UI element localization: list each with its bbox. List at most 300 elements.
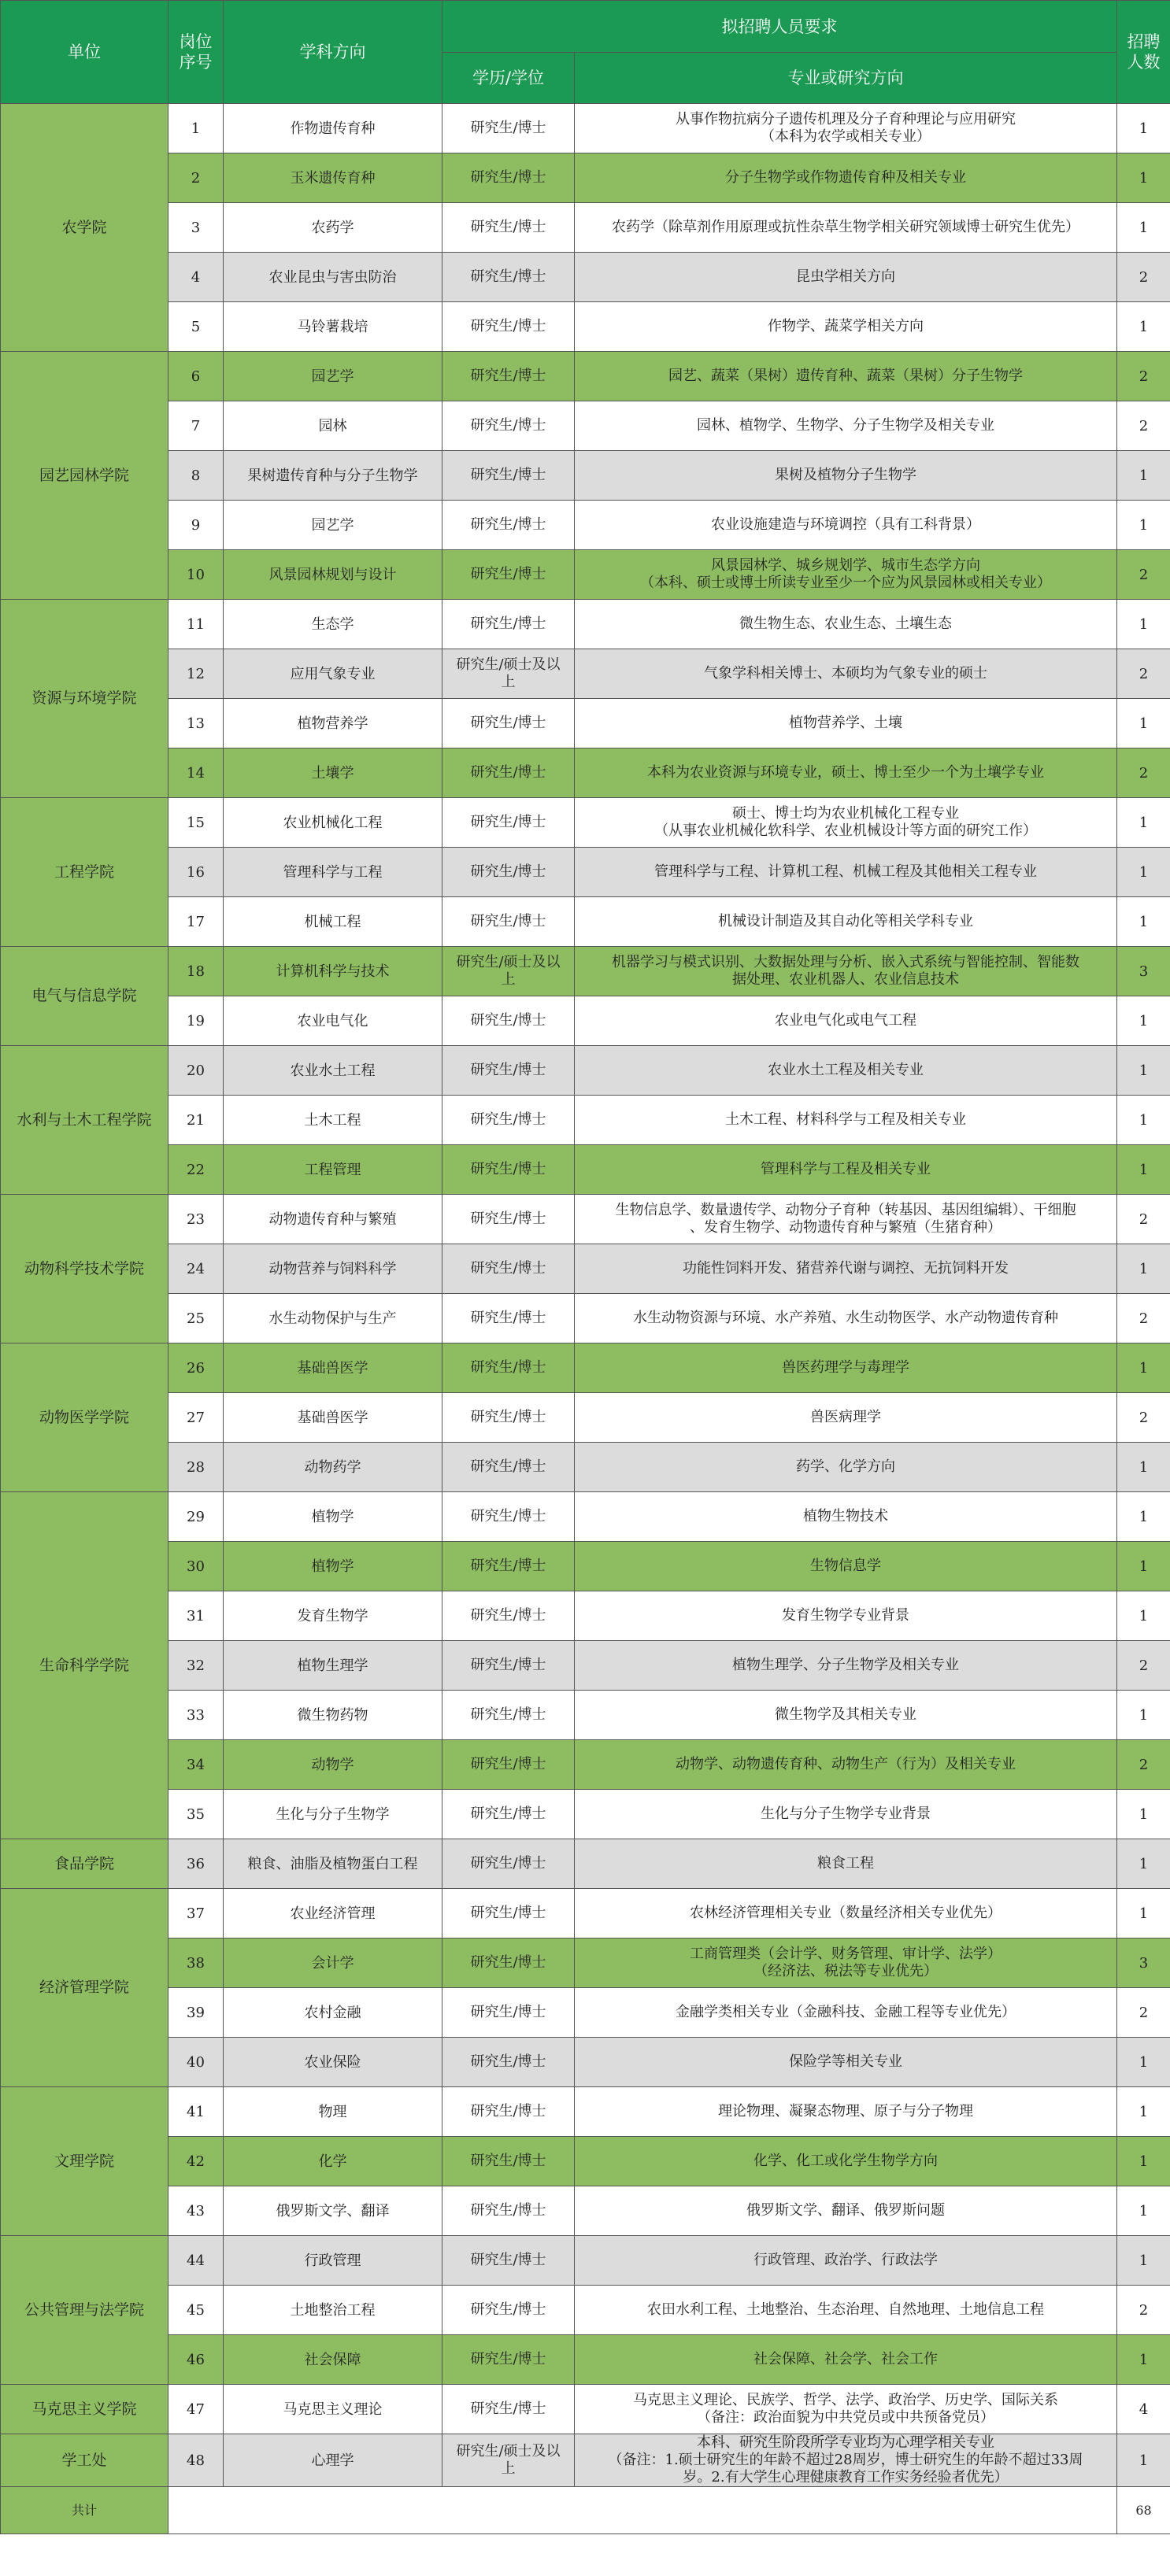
count-cell: 4 [1117,2385,1170,2434]
count-cell: 1 [1117,1046,1170,1096]
count-cell: 1 [1117,203,1170,253]
education-cell: 研究生/博士 [442,897,575,947]
unit-cell: 园艺园林学院 [1,352,168,600]
subject-cell: 发育生物学 [224,1591,442,1641]
education-cell: 研究生/博士 [442,2335,575,2385]
education-cell: 研究生/博士 [442,1691,575,1740]
header-unit: 单位 [1,1,168,104]
count-cell: 1 [1117,600,1170,649]
table-row [1,848,1170,897]
post-no-cell: 3 [168,203,224,253]
count-cell: 1 [1117,1839,1170,1889]
count-cell: 1 [1117,2038,1170,2087]
count-cell: 2 [1117,1393,1170,1443]
post-no-cell: 42 [168,2137,224,2186]
subject-cell: 农业机械化工程 [224,798,442,848]
unit-cell: 工程学院 [1,798,168,947]
count-cell: 1 [1117,1343,1170,1393]
subject-cell: 工程管理 [224,1145,442,1195]
subject-cell: 农业水土工程 [224,1046,442,1096]
education-cell: 研究生/博士 [442,1492,575,1542]
post-no-cell: 4 [168,253,224,302]
unit-cell: 马克思主义学院 [1,2385,168,2434]
education-cell: 研究生/硕士及以 上 [442,2434,575,2487]
education-cell: 研究生/博士 [442,1294,575,1343]
subject-cell: 动物营养与饲料科学 [224,1244,442,1294]
table-row [1,1889,1170,1938]
major-cell: 微生物学及其相关专业 [575,1691,1117,1740]
major-cell: 粮食工程 [575,1839,1117,1889]
major-cell: 土木工程、材料科学与工程及相关专业 [575,1096,1117,1145]
major-cell: 农业水土工程及相关专业 [575,1046,1117,1096]
post-no-cell: 46 [168,2335,224,2385]
table-row [1,1145,1170,1195]
post-no-cell: 1 [168,104,224,153]
education-cell: 研究生/硕士及以 上 [442,947,575,996]
unit-cell: 公共管理与法学院 [1,2236,168,2385]
major-cell: 兽医药理学与毒理学 [575,1343,1117,1393]
major-cell: 农林经济管理相关专业（数量经济相关专业优先） [575,1889,1117,1938]
major-cell: 植物生理学、分子生物学及相关专业 [575,1641,1117,1691]
post-no-cell: 48 [168,2434,224,2487]
post-no-cell: 2 [168,153,224,203]
education-cell: 研究生/博士 [442,2236,575,2286]
count-cell: 1 [1117,153,1170,203]
education-cell: 研究生/博士 [442,401,575,451]
post-no-cell: 26 [168,1343,224,1393]
subject-cell: 物理 [224,2087,442,2137]
unit-cell: 生命科学学院 [1,1492,168,1839]
subject-cell: 农药学 [224,203,442,253]
education-cell: 研究生/博士 [442,2038,575,2087]
education-cell: 研究生/博士 [442,2137,575,2186]
table-header [1,1,1170,104]
subject-cell: 风景园林规划与设计 [224,550,442,600]
table-row [1,2385,1170,2434]
count-cell: 1 [1117,996,1170,1046]
subject-cell: 植物学 [224,1492,442,1542]
subject-cell: 基础兽医学 [224,1343,442,1393]
table-row [1,302,1170,352]
count-cell: 1 [1117,1790,1170,1839]
post-no-cell: 22 [168,1145,224,1195]
subject-cell: 动物药学 [224,1443,442,1492]
table-row [1,451,1170,501]
major-cell: 植物营养学、土壤 [575,699,1117,748]
major-cell: 发育生物学专业背景 [575,1591,1117,1641]
unit-cell: 农学院 [1,104,168,352]
unit-cell: 资源与环境学院 [1,600,168,798]
post-no-cell: 32 [168,1641,224,1691]
major-cell: 农田水利工程、土地整治、生态治理、自然地理、土地信息工程 [575,2286,1117,2335]
table-row [1,352,1170,401]
major-cell: 风景园林学、城乡规划学、城市生态学方向 （本科、硕士或博士所读专业至少一个应为风景园林或相关专业） [575,550,1117,600]
table-row [1,2286,1170,2335]
table-row [1,153,1170,203]
education-cell: 研究生/博士 [442,352,575,401]
education-cell: 研究生/博士 [442,1790,575,1839]
subject-cell: 管理科学与工程 [224,848,442,897]
count-cell: 2 [1117,1988,1170,2038]
education-cell: 研究生/博士 [442,1591,575,1641]
table-row [1,253,1170,302]
count-cell: 1 [1117,501,1170,550]
education-cell: 研究生/博士 [442,302,575,352]
post-no-cell: 44 [168,2236,224,2286]
post-no-cell: 14 [168,748,224,798]
post-no-cell: 43 [168,2186,224,2236]
count-cell: 2 [1117,253,1170,302]
post-no-cell: 40 [168,2038,224,2087]
header-count: 招聘 人数 [1117,1,1170,104]
total-row [1,2487,1170,2534]
major-cell: 农业设施建造与环境调控（具有工科背景） [575,501,1117,550]
subject-cell: 园林 [224,401,442,451]
subject-cell: 土地整治工程 [224,2286,442,2335]
major-cell: 昆虫学相关方向 [575,253,1117,302]
major-cell: 兽医病理学 [575,1393,1117,1443]
major-cell: 水生动物资源与环境、水产养殖、水生动物医学、水产动物遗传育种 [575,1294,1117,1343]
count-cell: 1 [1117,1096,1170,1145]
subject-cell: 果树遗传育种与分子生物学 [224,451,442,501]
post-no-cell: 21 [168,1096,224,1145]
post-no-cell: 8 [168,451,224,501]
major-cell: 机械设计制造及其自动化等相关学科专业 [575,897,1117,947]
table-row [1,1393,1170,1443]
post-no-cell: 45 [168,2286,224,2335]
post-no-cell: 47 [168,2385,224,2434]
major-cell: 分子生物学或作物遗传育种及相关专业 [575,153,1117,203]
post-no-cell: 29 [168,1492,224,1542]
major-cell: 果树及植物分子生物学 [575,451,1117,501]
count-cell: 1 [1117,2434,1170,2487]
major-cell: 硕士、博士均为农业机械化工程专业 （从事农业机械化软科学、农业机械设计等方面的研究工作） [575,798,1117,848]
post-no-cell: 5 [168,302,224,352]
education-cell: 研究生/博士 [442,1889,575,1938]
education-cell: 研究生/博士 [442,550,575,600]
header-post-no: 岗位 序号 [168,1,224,104]
count-cell: 3 [1117,1938,1170,1988]
count-cell: 1 [1117,1492,1170,1542]
education-cell: 研究生/博士 [442,1145,575,1195]
major-cell: 生物信息学、数量遗传学、动物分子育种（转基因、基因组编辑）、干细胞 、发育生物学、动物遗传育种与繁殖（生猪育种） [575,1195,1117,1244]
subject-cell: 农村金融 [224,1988,442,2038]
unit-cell: 电气与信息学院 [1,947,168,1046]
education-cell: 研究生/博士 [442,2186,575,2236]
table-row [1,203,1170,253]
header-requirements: 拟招聘人员要求 [442,1,1117,53]
count-cell: 1 [1117,1591,1170,1641]
count-cell: 2 [1117,1740,1170,1790]
subject-cell: 计算机科学与技术 [224,947,442,996]
table-row [1,1096,1170,1145]
post-no-cell: 34 [168,1740,224,1790]
table-row [1,2087,1170,2137]
count-cell: 1 [1117,1691,1170,1740]
post-no-cell: 41 [168,2087,224,2137]
post-no-cell: 13 [168,699,224,748]
table-row [1,1641,1170,1691]
table-row [1,104,1170,153]
major-cell: 气象学科相关博士、本硕均为气象专业的硕士 [575,649,1117,699]
subject-cell: 社会保障 [224,2335,442,2385]
count-cell: 1 [1117,1542,1170,1591]
header-subject: 学科方向 [224,1,442,104]
table-row [1,947,1170,996]
table-row [1,1790,1170,1839]
post-no-cell: 35 [168,1790,224,1839]
education-cell: 研究生/博士 [442,996,575,1046]
count-cell: 3 [1117,947,1170,996]
count-cell: 2 [1117,401,1170,451]
education-cell: 研究生/博士 [442,1839,575,1889]
major-cell: 农药学（除草剂作用原理或抗性杂草生物学相关研究领域博士研究生优先） [575,203,1117,253]
major-cell: 化学、化工或化学生物学方向 [575,2137,1117,2186]
post-no-cell: 7 [168,401,224,451]
post-no-cell: 11 [168,600,224,649]
post-no-cell: 37 [168,1889,224,1938]
table-row [1,2434,1170,2487]
post-no-cell: 39 [168,1988,224,2038]
post-no-cell: 19 [168,996,224,1046]
header-education: 学历/学位 [442,53,575,104]
subject-cell: 动物学 [224,1740,442,1790]
subject-cell: 农业电气化 [224,996,442,1046]
count-cell: 1 [1117,1244,1170,1294]
post-no-cell: 18 [168,947,224,996]
major-cell: 社会保障、社会学、社会工作 [575,2335,1117,2385]
education-cell: 研究生/博士 [442,1046,575,1096]
post-no-cell: 9 [168,501,224,550]
total-count: 68 [1117,2487,1170,2534]
total-label: 共计 [1,2487,168,2534]
major-cell: 动物学、动物遗传育种、动物生产（行为）及相关专业 [575,1740,1117,1790]
major-cell: 管理科学与工程及相关专业 [575,1145,1117,1195]
count-cell: 1 [1117,798,1170,848]
table-row [1,897,1170,947]
table-row [1,1195,1170,1244]
subject-cell: 农业保险 [224,2038,442,2087]
subject-cell: 作物遗传育种 [224,104,442,153]
major-cell: 园艺、蔬菜（果树）遗传育种、蔬菜（果树）分子生物学 [575,352,1117,401]
table-row [1,699,1170,748]
subject-cell: 植物学 [224,1542,442,1591]
subject-cell: 会计学 [224,1938,442,1988]
education-cell: 研究生/博士 [442,848,575,897]
subject-cell: 机械工程 [224,897,442,947]
table-row [1,1244,1170,1294]
count-cell: 1 [1117,2137,1170,2186]
subject-cell: 植物生理学 [224,1641,442,1691]
education-cell: 研究生/博士 [442,1393,575,1443]
education-cell: 研究生/博士 [442,798,575,848]
subject-cell: 心理学 [224,2434,442,2487]
table-row [1,2335,1170,2385]
education-cell: 研究生/博士 [442,748,575,798]
count-cell: 1 [1117,2236,1170,2286]
major-cell: 农业电气化或电气工程 [575,996,1117,1046]
total-blank [168,2487,1117,2534]
post-no-cell: 28 [168,1443,224,1492]
table-row [1,996,1170,1046]
post-no-cell: 25 [168,1294,224,1343]
count-cell: 2 [1117,649,1170,699]
education-cell: 研究生/博士 [442,2286,575,2335]
major-cell: 俄罗斯文学、翻译、俄罗斯问题 [575,2186,1117,2236]
education-cell: 研究生/博士 [442,1244,575,1294]
post-no-cell: 10 [168,550,224,600]
major-cell: 从事作物抗病分子遗传机理及分子育种理论与应用研究 （本科为农学或相关专业） [575,104,1117,153]
table-row [1,1343,1170,1393]
education-cell: 研究生/博士 [442,600,575,649]
table-row [1,748,1170,798]
education-cell: 研究生/博士 [442,253,575,302]
major-cell: 生物信息学 [575,1542,1117,1591]
table-row [1,2186,1170,2236]
education-cell: 研究生/博士 [442,1096,575,1145]
post-no-cell: 12 [168,649,224,699]
major-cell: 功能性饲料开发、猪营养代谢与调控、无抗饲料开发 [575,1244,1117,1294]
major-cell: 本科、研究生阶段所学专业均为心理学相关专业 （备注：1.硕士研究生的年龄不超过28周岁，博士研究生的年龄不超过33周 岁。2.有大学生心理健康教育工作实务经验者优先） [575,2434,1117,2487]
subject-cell: 园艺学 [224,352,442,401]
education-cell: 研究生/博士 [442,1343,575,1393]
subject-cell: 马铃薯栽培 [224,302,442,352]
header-major: 专业或研究方向 [575,53,1117,104]
major-cell: 植物生物技术 [575,1492,1117,1542]
subject-cell: 化学 [224,2137,442,2186]
major-cell: 理论物理、凝聚态物理、原子与分子物理 [575,2087,1117,2137]
subject-cell: 植物营养学 [224,699,442,748]
education-cell: 研究生/博士 [442,451,575,501]
major-cell: 作物学、蔬菜学相关方向 [575,302,1117,352]
subject-cell: 水生动物保护与生产 [224,1294,442,1343]
education-cell: 研究生/博士 [442,104,575,153]
post-no-cell: 6 [168,352,224,401]
count-cell: 2 [1117,1294,1170,1343]
subject-cell: 基础兽医学 [224,1393,442,1443]
table-row [1,2137,1170,2186]
major-cell: 工商管理类（会计学、财务管理、审计学、法学） （经济法、税法等专业优先） [575,1938,1117,1988]
education-cell: 研究生/博士 [442,1938,575,1988]
count-cell: 1 [1117,2087,1170,2137]
table-row [1,401,1170,451]
table-row [1,2236,1170,2286]
count-cell: 1 [1117,1889,1170,1938]
table-row [1,1691,1170,1740]
table-row [1,1839,1170,1889]
major-cell: 机器学习与模式识别、大数据处理与分析、嵌入式系统与智能控制、智能数 据处理、农业机器人、农业信息技术 [575,947,1117,996]
post-no-cell: 30 [168,1542,224,1591]
subject-cell: 园艺学 [224,501,442,550]
table-row [1,1046,1170,1096]
table-row [1,1294,1170,1343]
table-row [1,798,1170,848]
table-row [1,1988,1170,2038]
unit-cell: 食品学院 [1,1839,168,1889]
unit-cell: 学工处 [1,2434,168,2487]
table-row [1,1443,1170,1492]
count-cell: 1 [1117,897,1170,947]
unit-cell: 文理学院 [1,2087,168,2236]
education-cell: 研究生/博士 [442,1740,575,1790]
major-cell: 保险学等相关专业 [575,2038,1117,2087]
count-cell: 1 [1117,2335,1170,2385]
count-cell: 2 [1117,1195,1170,1244]
major-cell: 微生物生态、农业生态、土壤生态 [575,600,1117,649]
count-cell: 2 [1117,2286,1170,2335]
count-cell: 2 [1117,1641,1170,1691]
post-no-cell: 27 [168,1393,224,1443]
education-cell: 研究生/硕士及以 上 [442,649,575,699]
table-row [1,600,1170,649]
subject-cell: 生态学 [224,600,442,649]
education-cell: 研究生/博士 [442,501,575,550]
major-cell: 园林、植物学、生物学、分子生物学及相关专业 [575,401,1117,451]
unit-cell: 动物医学学院 [1,1343,168,1492]
major-cell: 马克思主义理论、民族学、哲学、法学、政治学、历史学、国际关系 （备注：政治面貌为中共党员或中共预备党员） [575,2385,1117,2434]
education-cell: 研究生/博士 [442,153,575,203]
count-cell: 1 [1117,104,1170,153]
subject-cell: 应用气象专业 [224,649,442,699]
table-row [1,1542,1170,1591]
major-cell: 行政管理、政治学、行政法学 [575,2236,1117,2286]
major-cell: 生化与分子生物学专业背景 [575,1790,1117,1839]
subject-cell: 玉米遗传育种 [224,153,442,203]
subject-cell: 土壤学 [224,748,442,798]
subject-cell: 动物遗传育种与繁殖 [224,1195,442,1244]
count-cell: 1 [1117,1145,1170,1195]
subject-cell: 土木工程 [224,1096,442,1145]
subject-cell: 马克思主义理论 [224,2385,442,2434]
table-row [1,1740,1170,1790]
major-cell: 药学、化学方向 [575,1443,1117,1492]
count-cell: 1 [1117,2186,1170,2236]
post-no-cell: 36 [168,1839,224,1889]
subject-cell: 农业经济管理 [224,1889,442,1938]
subject-cell: 俄罗斯文学、翻译 [224,2186,442,2236]
post-no-cell: 38 [168,1938,224,1988]
major-cell: 金融学类相关专业（金融科技、金融工程等专业优先） [575,1988,1117,2038]
count-cell: 1 [1117,302,1170,352]
subject-cell: 生化与分子生物学 [224,1790,442,1839]
count-cell: 1 [1117,451,1170,501]
unit-cell: 动物科学技术学院 [1,1195,168,1343]
major-cell: 管理科学与工程、计算机工程、机械工程及其他相关工程专业 [575,848,1117,897]
post-no-cell: 17 [168,897,224,947]
post-no-cell: 24 [168,1244,224,1294]
count-cell: 1 [1117,848,1170,897]
count-cell: 2 [1117,352,1170,401]
education-cell: 研究生/博士 [442,1443,575,1492]
education-cell: 研究生/博士 [442,699,575,748]
unit-cell: 经济管理学院 [1,1889,168,2087]
education-cell: 研究生/博士 [442,1542,575,1591]
post-no-cell: 33 [168,1691,224,1740]
unit-cell: 水利与土木工程学院 [1,1046,168,1195]
table-row [1,2038,1170,2087]
count-cell: 2 [1117,550,1170,600]
subject-cell: 农业昆虫与害虫防治 [224,253,442,302]
count-cell: 1 [1117,1443,1170,1492]
table-row [1,550,1170,600]
education-cell: 研究生/博士 [442,2087,575,2137]
count-cell: 1 [1117,699,1170,748]
post-no-cell: 16 [168,848,224,897]
subject-cell: 微生物药物 [224,1691,442,1740]
education-cell: 研究生/博士 [442,2385,575,2434]
post-no-cell: 31 [168,1591,224,1641]
major-cell: 本科为农业资源与环境专业，硕士、博士至少一个为土壤学专业 [575,748,1117,798]
